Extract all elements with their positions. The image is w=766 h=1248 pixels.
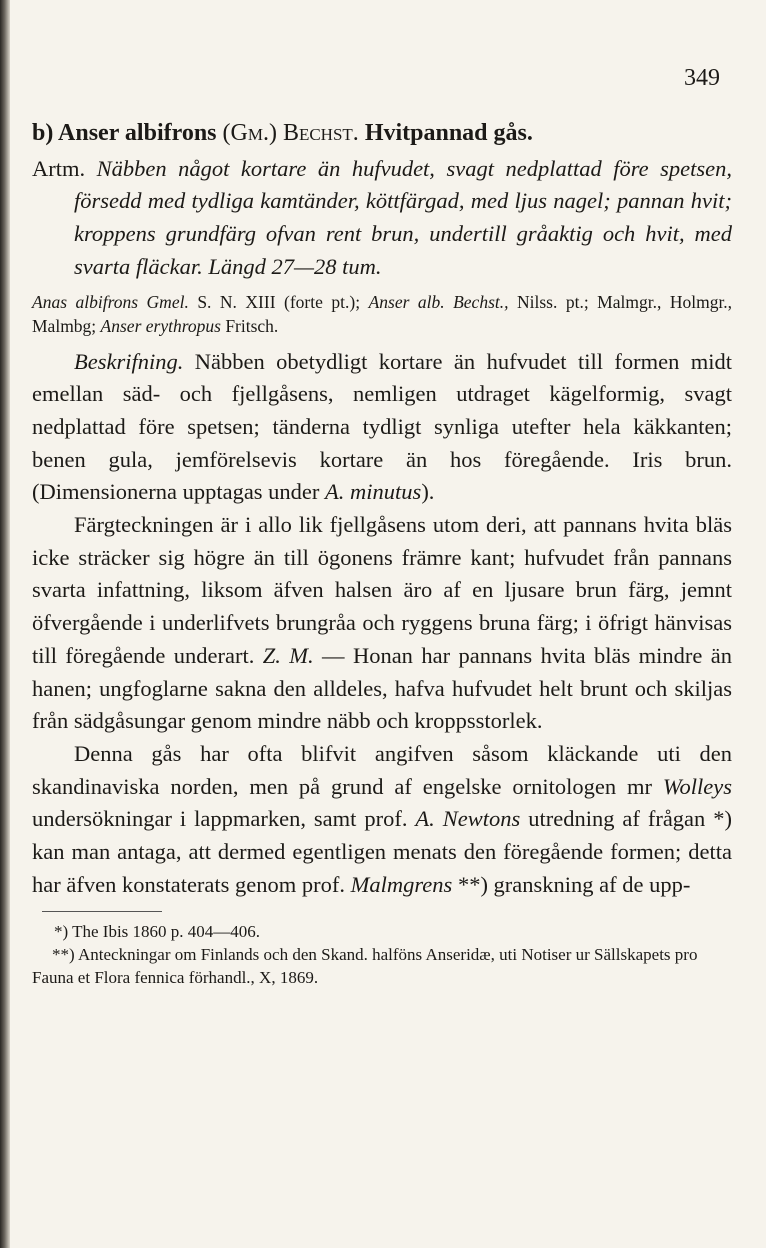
footnotes: [32, 920, 732, 989]
discussion-text-1: Denna gås har ofta blifvit angifven såsom kläckande uti den skandinaviska norden, men på grund af engelske ornitologen mr: [32, 740, 732, 799]
coloring-paragraph: [32, 509, 732, 738]
diagnosis-label: Artm.: [32, 155, 86, 181]
synonymy-block: [32, 290, 732, 338]
diagnosis-text: Näbben något kortare än hufvudet, svagt nedplattad före spetsen, försedd med tydliga kamtänder, köttfärgad, med ljus nagel; pannan hvit; kroppens grundfärg ofvan rent brun, undertill gråaktig och hvit, med svarta fläckar. Längd 27—28 tum.: [74, 155, 732, 279]
author-name-newton: A. Newtons: [415, 806, 521, 832]
synonym-2: Gmel.: [146, 291, 189, 312]
author-parenthetical: (Gm.): [222, 119, 277, 146]
synonym-3: S. N. XIII (forte pt.);: [197, 291, 361, 312]
description-end: ).: [421, 479, 435, 505]
coloring-text-2: — Honan har pannans hvita bläs mindre än hanen; ungfoglarne sakna den alldeles, hafva hufvudet helt brunt och skiljas från sädgåsungar genom mindre näbb och kroppsstorlek.: [32, 642, 732, 734]
discussion-paragraph: [32, 738, 732, 902]
coloring-text: Färgteckningen är i allo lik fjellgåsens utom deri, att pannans hvita bläs icke sträcker sig högre än till ögonens främre kant; hufvudet från pannans svarta infattning, liksom äfven halsen äro af en ljusare brun färg, jemnt öfvergående i underlifvets brungråa och ryggens bruna färg; i öfrigt hänvisas till föregående underart.: [32, 512, 732, 668]
footnote-1: *) The Ibis 1860 p. 404—406.: [54, 922, 261, 942]
synonym-1: Anas albifrons: [32, 291, 139, 312]
description-paragraph: [32, 346, 732, 510]
discussion-text-2: undersökningar i lappmarken, samt prof.: [32, 806, 408, 832]
species-heading: [32, 117, 732, 149]
discussion-text-3: utredning af frågan *) kan man antaga, att dermed egentligen menats den föregående formen; detta har äfven konstaterats genom prof.: [32, 806, 732, 897]
synonym-5: Nilss. pt.; Malmgr., Holmgr., Malmbg;: [32, 291, 733, 336]
description-text: Näbben obetydligt kortare än hufvudet till formen midt emellan säd- och fjellgåsens, nemligen utdraget kägelformig, svagt nedplattad före spetsen; tänderna tydligt synliga utefter hela käkkanten; benen gula, jemförelsevis kortare än hos föregående. Iris brun. (Dimensionerna upptagas under: [32, 348, 733, 505]
coloring-ref: Z. M.: [262, 642, 314, 668]
description-ref: A. minutus: [325, 479, 422, 505]
author-name-wolley: Wolleys: [662, 773, 733, 799]
section-letter: b): [32, 119, 54, 146]
book-page: [32, 62, 732, 989]
author-name-malmgren: Malmgrens: [350, 871, 453, 897]
synonym-7: Fritsch.: [225, 315, 279, 336]
page-number: 349: [684, 65, 720, 91]
species-name: Anser albifrons: [58, 119, 217, 146]
footnote-2: **) Anteckningar om Finlands och den Skand. halföns Anseridæ, uti Notiser ur Sällskapets pro Fauna et Flora fennica förhandl., X, 1869.: [32, 945, 698, 988]
synonym-4: Anser alb. Bechst.,: [368, 291, 509, 312]
discussion-text-4: **) granskning af de upp-: [457, 871, 691, 897]
book-spine-edge: [0, 0, 10, 1248]
description-label: Beskrifning.: [74, 348, 184, 374]
footnote-divider: [42, 911, 162, 912]
diagnosis-paragraph: [32, 153, 732, 284]
synonym-6: Anser erythropus: [100, 315, 221, 336]
author-name: Bechst.: [282, 119, 359, 146]
common-name: Hvitpannad gås.: [364, 119, 533, 146]
